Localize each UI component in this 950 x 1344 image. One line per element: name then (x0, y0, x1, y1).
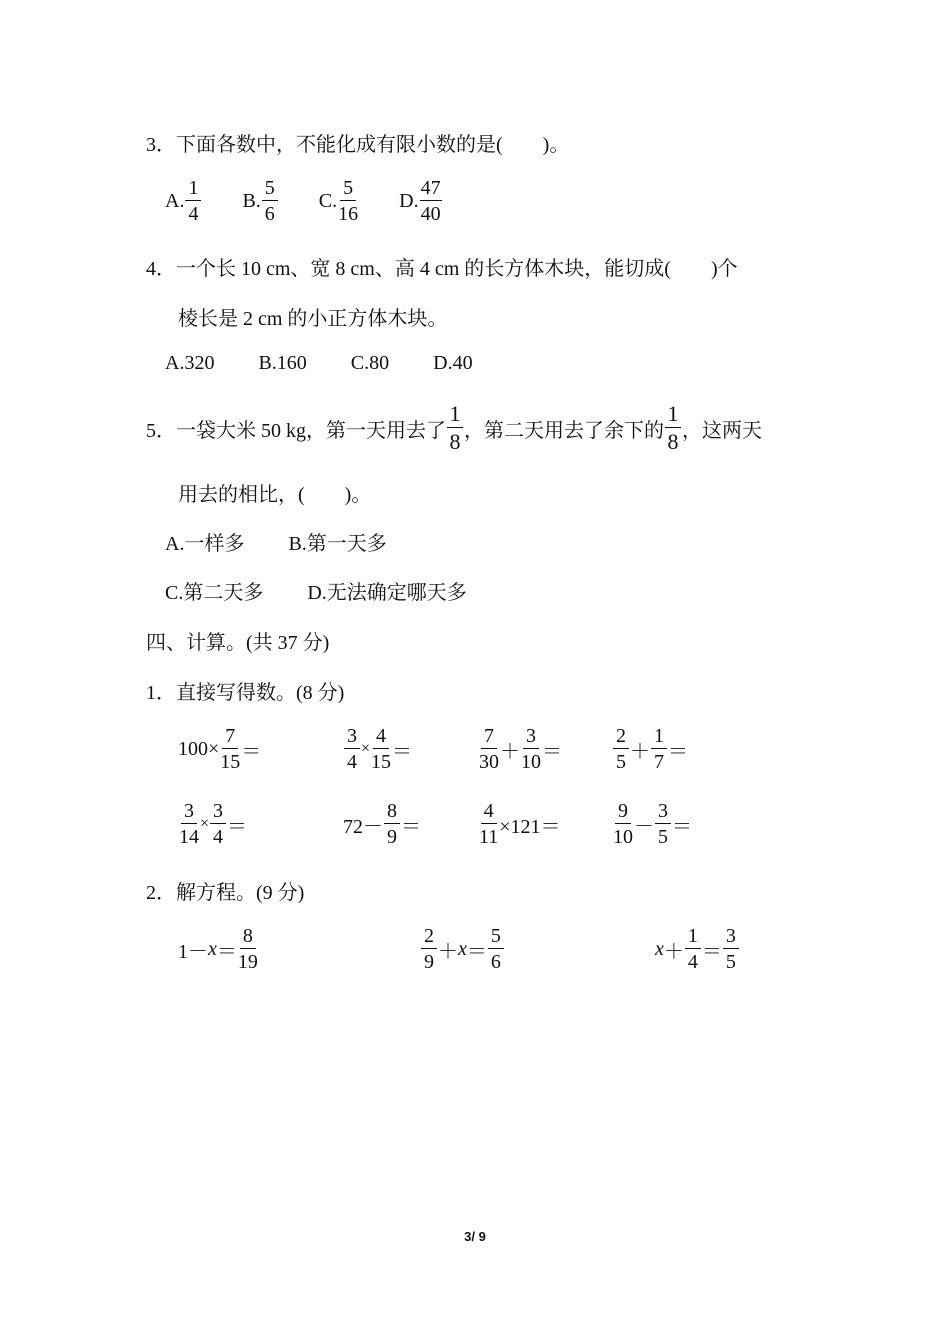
question-5-line2: 用去的相比，( )。 (178, 484, 372, 506)
option-a[interactable]: A. $\frac{1}{4}$ (165, 178, 202, 224)
calc-expression-4: $\frac{2}{5}$ ＋ $\frac{1}{7}$ ＝ (612, 726, 688, 772)
question-5-options-row2 (165, 576, 507, 605)
fraction: $\frac{1}{8}$ (665, 403, 681, 453)
calc-expression-8: $\frac{9}{10}$ － $\frac{3}{5}$ ＝ (613, 800, 692, 848)
equation-3: x ＋ $\frac{1}{4}$ ＝ $\frac{3}{5}$ (655, 926, 740, 972)
question-3-options (165, 178, 483, 224)
calc-expression-2: $\frac{3}{4}$ × $\frac{4}{15}$ ＝ (343, 726, 412, 772)
question-4-options (165, 352, 513, 375)
option-c[interactable]: C.第二天多 (165, 582, 264, 604)
option-a[interactable]: A.一样多 (165, 533, 245, 555)
option-a[interactable]: A.320 (165, 352, 215, 374)
option-d[interactable]: D.无法确定哪天多 (307, 582, 467, 604)
option-b[interactable]: B.160 (258, 352, 307, 374)
question-4-line1: 4．一个长 10 cm、宽 8 cm、高 4 cm 的长方体木块，能切成( )个 (146, 258, 738, 280)
calc-expression-7: $\frac{4}{11}$ ×121＝ (479, 800, 561, 848)
option-b[interactable]: B. $\frac{5}{6}$ (242, 178, 278, 224)
question-3-text: 3．下面各数中，不能化成有限小数的是( )。 (146, 134, 570, 156)
fraction: $\frac{1}{8}$ (447, 403, 463, 453)
equation-2: $\frac{2}{9}$ ＋ x ＝ $\frac{5}{6}$ (420, 926, 505, 972)
calc-expression-6: 72－ $\frac{8}{9}$ ＝ (343, 800, 421, 848)
equation-1: 1－ x ＝ $\frac{8}{19}$ (178, 925, 258, 973)
calc-expression-3: $\frac{7}{30}$ ＋ $\frac{3}{10}$ ＝ (479, 725, 562, 773)
option-b[interactable]: B.第一天多 (288, 533, 387, 555)
question-5-options-row1 (165, 527, 427, 556)
question-5-line1: 5．一袋大米 50 kg，第一天用去了 $\frac{1}{8}$ ，第二天用去了余下的 $\frac{1}{8}$ ，这两天 (146, 401, 762, 454)
subsection-1-title: 1．直接写得数。(8 分) (146, 682, 345, 704)
option-c[interactable]: C. $\frac{5}{16}$ (318, 177, 359, 225)
calc-expression-1: 100× $\frac{7}{15}$ ＝ (178, 725, 262, 773)
option-d[interactable]: D.40 (433, 352, 473, 374)
calc-expression-5: $\frac{3}{14}$ × $\frac{3}{4}$ ＝ (179, 800, 248, 848)
option-c[interactable]: C.80 (350, 352, 390, 374)
page-number: 3/ 9 (464, 1229, 486, 1244)
question-4-line2: 棱长是 2 cm 的小正方体木块。 (178, 308, 448, 330)
subsection-2-title: 2．解方程。(9 分) (146, 882, 305, 904)
section-title: 四、计算。(共 37 分) (146, 632, 330, 654)
option-d[interactable]: D. $\frac{47}{40}$ (399, 177, 441, 225)
